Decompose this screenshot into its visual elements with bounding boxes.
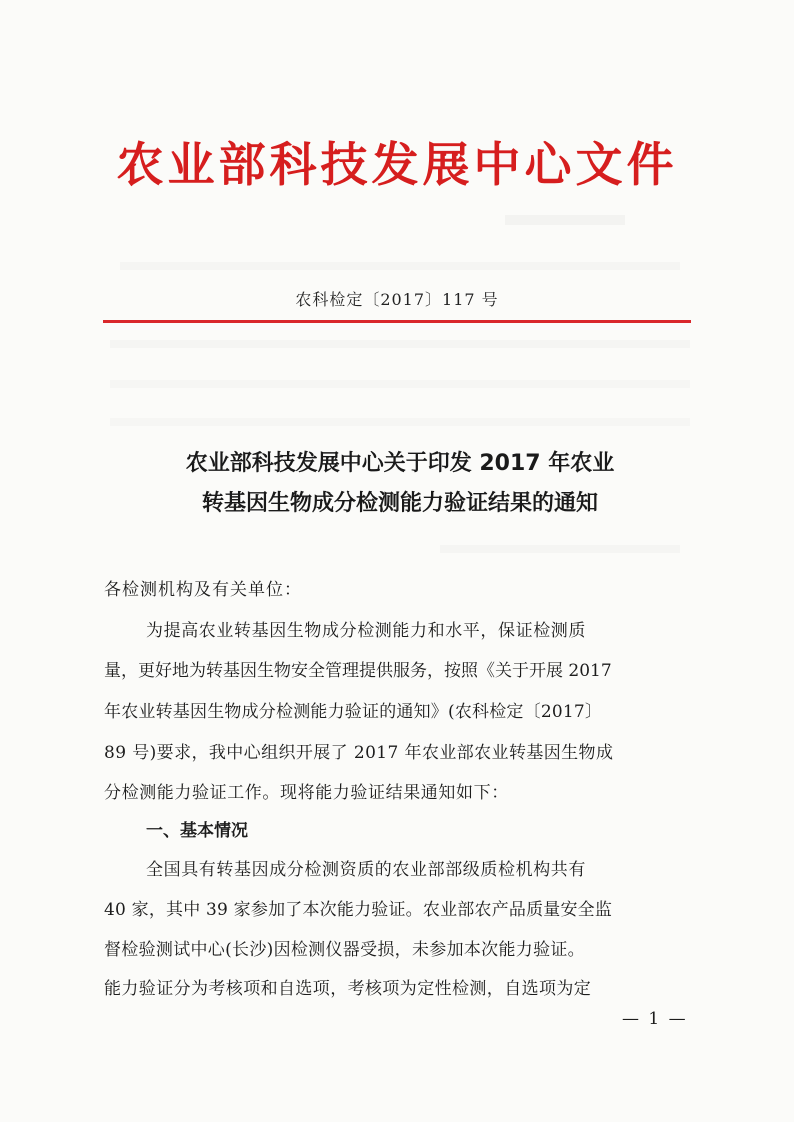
document-header-title: 农业部科技发展中心文件 <box>116 138 678 193</box>
show-through-smudge <box>505 215 625 225</box>
notice-subject-line-1: 农业部科技发展中心关于印发 2017 年农业 <box>185 451 615 476</box>
intro-line-2: 量，更好地为转基因生物安全管理提供服务，按照《关于开展 2017 <box>104 661 612 681</box>
section1-line-4: 能力验证分为考核项和自选项，考核项为定性检测，自选项为定 <box>104 979 592 999</box>
addressee: 各检测机构及有关单位： <box>104 580 302 600</box>
show-through-smudge <box>110 418 690 426</box>
header-red-rule <box>103 320 691 323</box>
intro-line-5: 分检测能力验证工作。现将能力验证结果通知如下： <box>104 783 509 803</box>
section-heading-basic-info: 一、基本情况 <box>146 821 248 841</box>
intro-line-3: 年农业转基因生物成分检测能力验证的通知》(农科检定〔2017〕 <box>104 702 603 722</box>
notice-subject-line-2: 转基因生物成分检测能力验证结果的通知 <box>201 491 598 516</box>
document-number: 农科检定〔2017〕117 号 <box>295 290 499 309</box>
show-through-smudge <box>440 545 680 553</box>
intro-line-4: 89 号)要求，我中心组织开展了 2017 年农业部农业转基因生物成 <box>104 743 614 763</box>
show-through-smudge <box>120 262 680 270</box>
show-through-smudge <box>110 340 690 348</box>
intro-line-1: 为提高农业转基因生物成分检测能力和水平，保证检测质 <box>146 621 586 641</box>
section1-line-3: 督检验测试中心(长沙)因检测仪器受损，未参加本次能力验证。 <box>104 940 585 960</box>
page-number: — 1 — <box>622 1009 688 1029</box>
show-through-smudge <box>110 380 690 388</box>
section1-line-1: 全国具有转基因成分检测资质的农业部部级质检机构共有 <box>146 860 586 880</box>
section1-line-2: 40 家，其中 39 家参加了本次能力验证。农业部农产品质量安全监 <box>104 900 613 920</box>
